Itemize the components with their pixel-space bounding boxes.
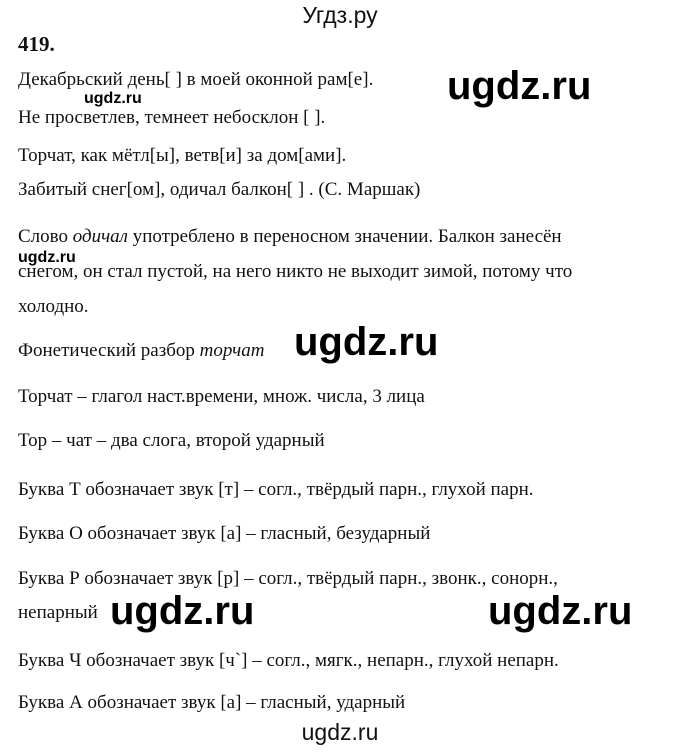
analysis-row: Буква Р обозначает звук [р] – согл., твёрдый парн., звонк., сонорн., bbox=[18, 568, 558, 589]
site-header: Угдз.ру bbox=[302, 2, 378, 28]
explanation-text: Слово bbox=[18, 226, 73, 247]
analysis-row: Буква Т обозначает звук [т] – согл., твёрдый парн., глухой парн. bbox=[18, 479, 534, 500]
explanation-line-1 bbox=[18, 226, 562, 248]
explanation-word: одичал bbox=[72, 226, 128, 247]
explanation-line-2: снегом, он стал пустой, на него никто не выходит зимой, потому что bbox=[18, 261, 573, 282]
analysis-title-text: Фонетический разбор bbox=[18, 340, 200, 361]
poem-line-3: Торчат, как мётл[ы], ветв[и] за дом[ами]. bbox=[18, 145, 347, 166]
analysis-title bbox=[18, 340, 264, 362]
analysis-row: Торчат – глагол наст.времени, множ. числа, 3 лица bbox=[18, 386, 425, 407]
explanation-line-3: холодно. bbox=[18, 296, 89, 317]
analysis-row: Буква О обозначает звук [а] – гласный, безударный bbox=[18, 523, 431, 544]
watermark-big: ugdz.ru bbox=[110, 589, 255, 633]
analysis-title-word: торчат bbox=[199, 340, 265, 361]
analysis-row: Буква А обозначает звук [а] – гласный, ударный bbox=[18, 692, 406, 713]
site-footer: ugdz.ru bbox=[301, 719, 379, 745]
explanation-text: употреблено в переносном значении. Балкон занесён bbox=[127, 226, 562, 247]
poem-line-1: Декабрьский день[ ] в моей оконной рам[е]. bbox=[18, 69, 374, 90]
poem-line-4: Забитый снег[ом], одичал балкон[ ] . (С. Маршак) bbox=[18, 179, 421, 200]
analysis-row: непарный bbox=[18, 602, 98, 623]
watermark-small: ugdz.ru bbox=[18, 249, 76, 266]
watermark-big: ugdz.ru bbox=[294, 320, 439, 364]
watermark-small: ugdz.ru bbox=[84, 90, 142, 107]
watermark-big: ugdz.ru bbox=[447, 64, 592, 108]
poem-line-2: Не просветлев, темнеет небосклон [ ]. bbox=[18, 107, 326, 128]
analysis-row: Тор – чат – два слога, второй ударный bbox=[18, 430, 325, 451]
analysis-row: Буква Ч обозначает звук [ч`] – согл., мягк., непарн., глухой непарн. bbox=[18, 650, 559, 671]
watermark-big: ugdz.ru bbox=[488, 589, 633, 633]
task-number: 419. bbox=[18, 32, 55, 56]
